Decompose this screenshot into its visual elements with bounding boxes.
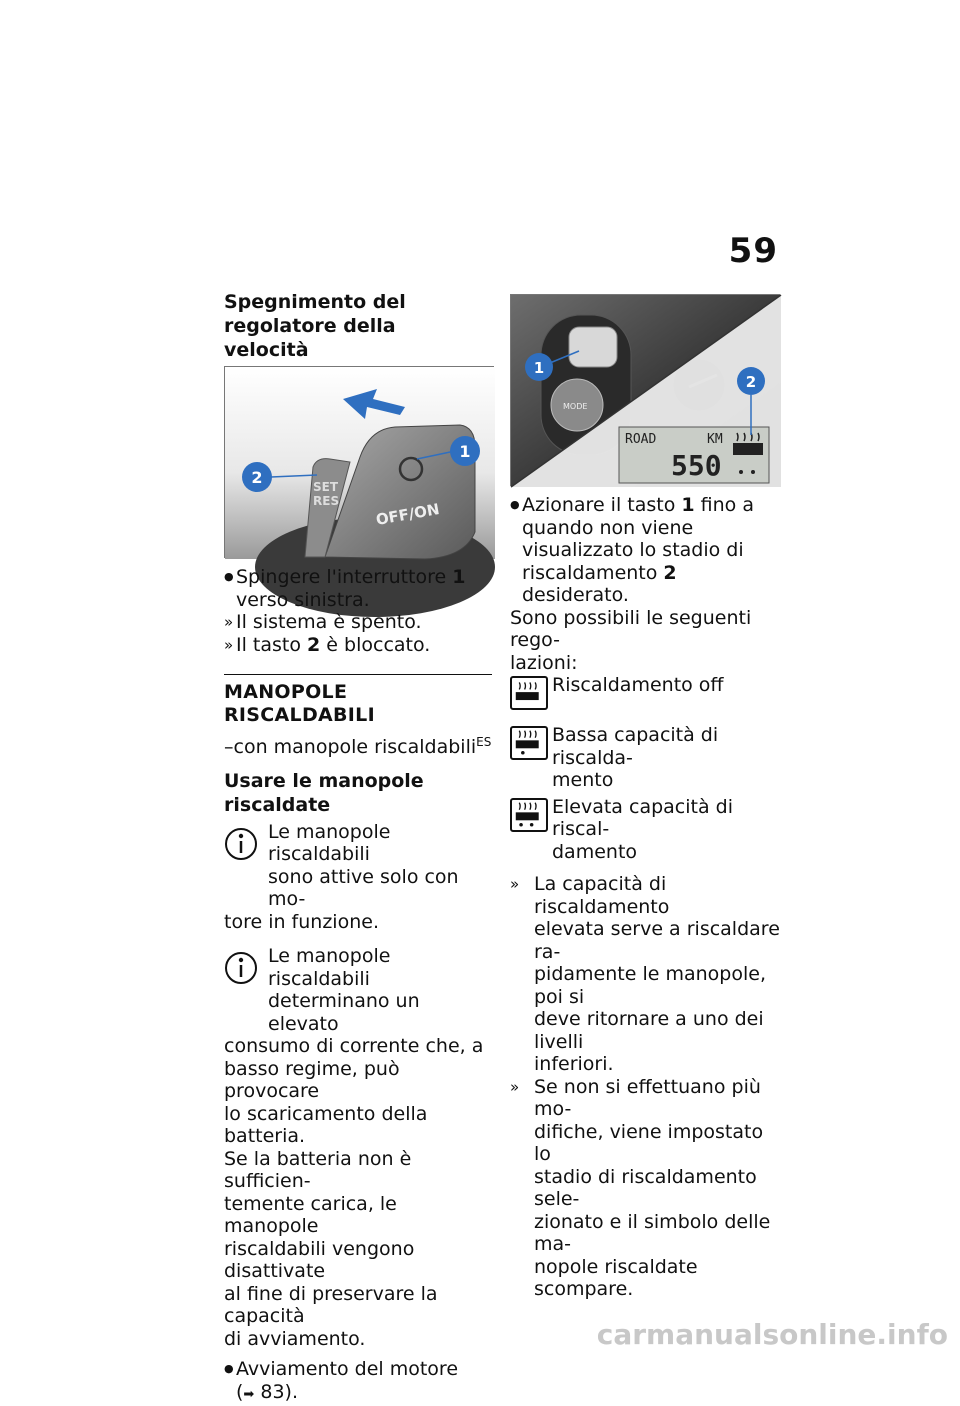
callout-1: 1 [459, 442, 470, 461]
result1-line-3: deve ritornare a uno dei livelli [522, 1008, 782, 1053]
step-press-button [510, 494, 782, 607]
setting-high [510, 796, 782, 864]
heated-grips-illustration [511, 295, 781, 487]
step-text: Azionare il tasto [522, 494, 681, 516]
step-text: ● Avviamento del motore [236, 1358, 492, 1381]
note2-line-2: consumo di corrente che, a [224, 1035, 492, 1058]
result2-line-1: difiche, viene impostato lo [522, 1121, 782, 1166]
note2-line-4: lo scaricamento della batteria. [224, 1103, 492, 1148]
section-title: MANOPOLE RISCALDABILI [224, 674, 492, 726]
result-system-off: » Il sistema è spento. [224, 611, 492, 634]
heated-grip-off-icon [510, 676, 548, 710]
setting-low [510, 724, 782, 792]
note2-line-5: Se la batteria non è sufficien- [224, 1148, 492, 1193]
step-start-engine [224, 1358, 492, 1406]
result2-line-2: stadio di riscaldamento sele- [522, 1166, 782, 1211]
display-km: KM [707, 432, 723, 447]
note1-line-2: tore in funzione. [224, 911, 492, 934]
result-text: Il tasto [236, 634, 307, 656]
display-road: ROAD [625, 432, 656, 447]
note1-line-1: sono attive solo con mo- [224, 866, 492, 911]
cruise-switch-illustration [225, 367, 495, 559]
option-line [224, 736, 492, 759]
note2-line-6: temente carica, le manopole [224, 1193, 492, 1238]
note2-line-3: basso regime, può provocare [224, 1058, 492, 1103]
note2-line-7: riscaldabili vengono disattivate [224, 1238, 492, 1283]
step-ref-num: 1 [452, 566, 465, 588]
info-note-2 [224, 945, 492, 1350]
info-icon [224, 949, 258, 987]
step-text-end: desiderato. [522, 584, 629, 606]
set-label: SET [313, 480, 339, 494]
step-ref-num-2: 2 [663, 562, 676, 584]
settings-intro [510, 607, 782, 675]
result1-line-1: elevata serve a riscaldare ra- [522, 918, 782, 963]
note2-line-0: Le manopole riscaldabili [224, 945, 492, 990]
callout-2: 2 [746, 373, 756, 391]
right-column [510, 294, 782, 1301]
result2-line-3: zionato e il simbolo delle ma- [522, 1211, 782, 1256]
step-push-switch [224, 566, 492, 611]
note1-line-0: Le manopole riscaldabili [224, 821, 492, 866]
result-high-capacity: » La capacità di riscaldamento elevata serve a riscaldare ra- pidamente le manopole, poi si deve ritornare a uno dei livelli inferiori. [510, 873, 782, 1076]
heated-grip-low-icon [510, 726, 548, 760]
cruise-switch-figure [224, 366, 494, 558]
note2-line-8: al fine di preservare la capacità [224, 1283, 492, 1328]
page-number: 59 [729, 240, 778, 263]
result1-line-0: La capacità di riscaldamento [522, 873, 782, 918]
callout-2: 2 [251, 468, 262, 487]
display-value: 550 [671, 449, 722, 482]
info-note-1 [224, 821, 492, 934]
page-ref-text: 83). [260, 1381, 298, 1403]
setting-high-text-0: Elevata capacità di riscal- [552, 796, 782, 841]
offon-label: OFF/ON [375, 500, 441, 529]
note2-line-1: determinano un elevato [224, 990, 492, 1035]
heated-grips-figure [510, 294, 780, 486]
setting-high-text-1: damento [552, 841, 782, 864]
left-column [224, 290, 492, 1406]
res-label: RES [313, 494, 339, 508]
result-text: Il sistema è spento. [236, 611, 422, 633]
result2-line-0: Se non si effettuano più mo- [522, 1076, 782, 1121]
step-ref-num-1: 1 [681, 494, 694, 516]
setting-low-text-0: Bassa capacità di riscalda- [552, 724, 782, 769]
info-icon [224, 825, 258, 863]
heated-grip-high-icon [510, 798, 548, 832]
step-text: Spingere l'interruttore [236, 566, 452, 588]
callout-1: 1 [534, 359, 544, 377]
usage-subheading: Usare le manopole riscaldate [224, 769, 492, 817]
result1-line-4: inferiori. [522, 1053, 782, 1076]
result-text-end: è bloccato. [320, 634, 430, 656]
step-text-end: verso sinistra. [236, 589, 370, 611]
intro-line-0: Sono possibili le seguenti rego- [510, 607, 782, 652]
mode-label: MODE [563, 402, 587, 411]
cruise-off-heading: Spegnimento del regolatore della velocità [224, 290, 474, 362]
result-key-locked: » Il tasto 2 è bloccato. [224, 634, 492, 657]
result-symbol-disappears: » Se non si effettuano più mo- difiche, viene impostato lo stadio di riscaldamento sele- zionato e il simbolo delle ma- nopole riscaldate scompare. [510, 1076, 782, 1301]
arrow-right-icon: ➡ [243, 1387, 254, 1402]
result2-line-4: nopole riscaldate scompare. [522, 1256, 782, 1301]
setting-off-text: Riscaldamento off [552, 674, 782, 697]
page-ref[interactable]: (➡ 83). [236, 1381, 492, 1406]
note2-line-9: di avviamento. [224, 1328, 492, 1351]
step-text-mid: fino a quando non viene visualizzato lo stadio di riscaldamento [522, 494, 754, 584]
watermark: carmanualsonline.info [597, 1324, 948, 1347]
result-ref-num: 2 [307, 634, 320, 656]
intro-line-1: lazioni: [510, 652, 782, 675]
option-code: ES [476, 735, 491, 749]
setting-off [510, 674, 782, 720]
option-text: –con manopole riscaldabili [224, 736, 476, 758]
setting-low-text-1: mento [552, 769, 782, 792]
result1-line-2: pidamente le manopole, poi si [522, 963, 782, 1008]
